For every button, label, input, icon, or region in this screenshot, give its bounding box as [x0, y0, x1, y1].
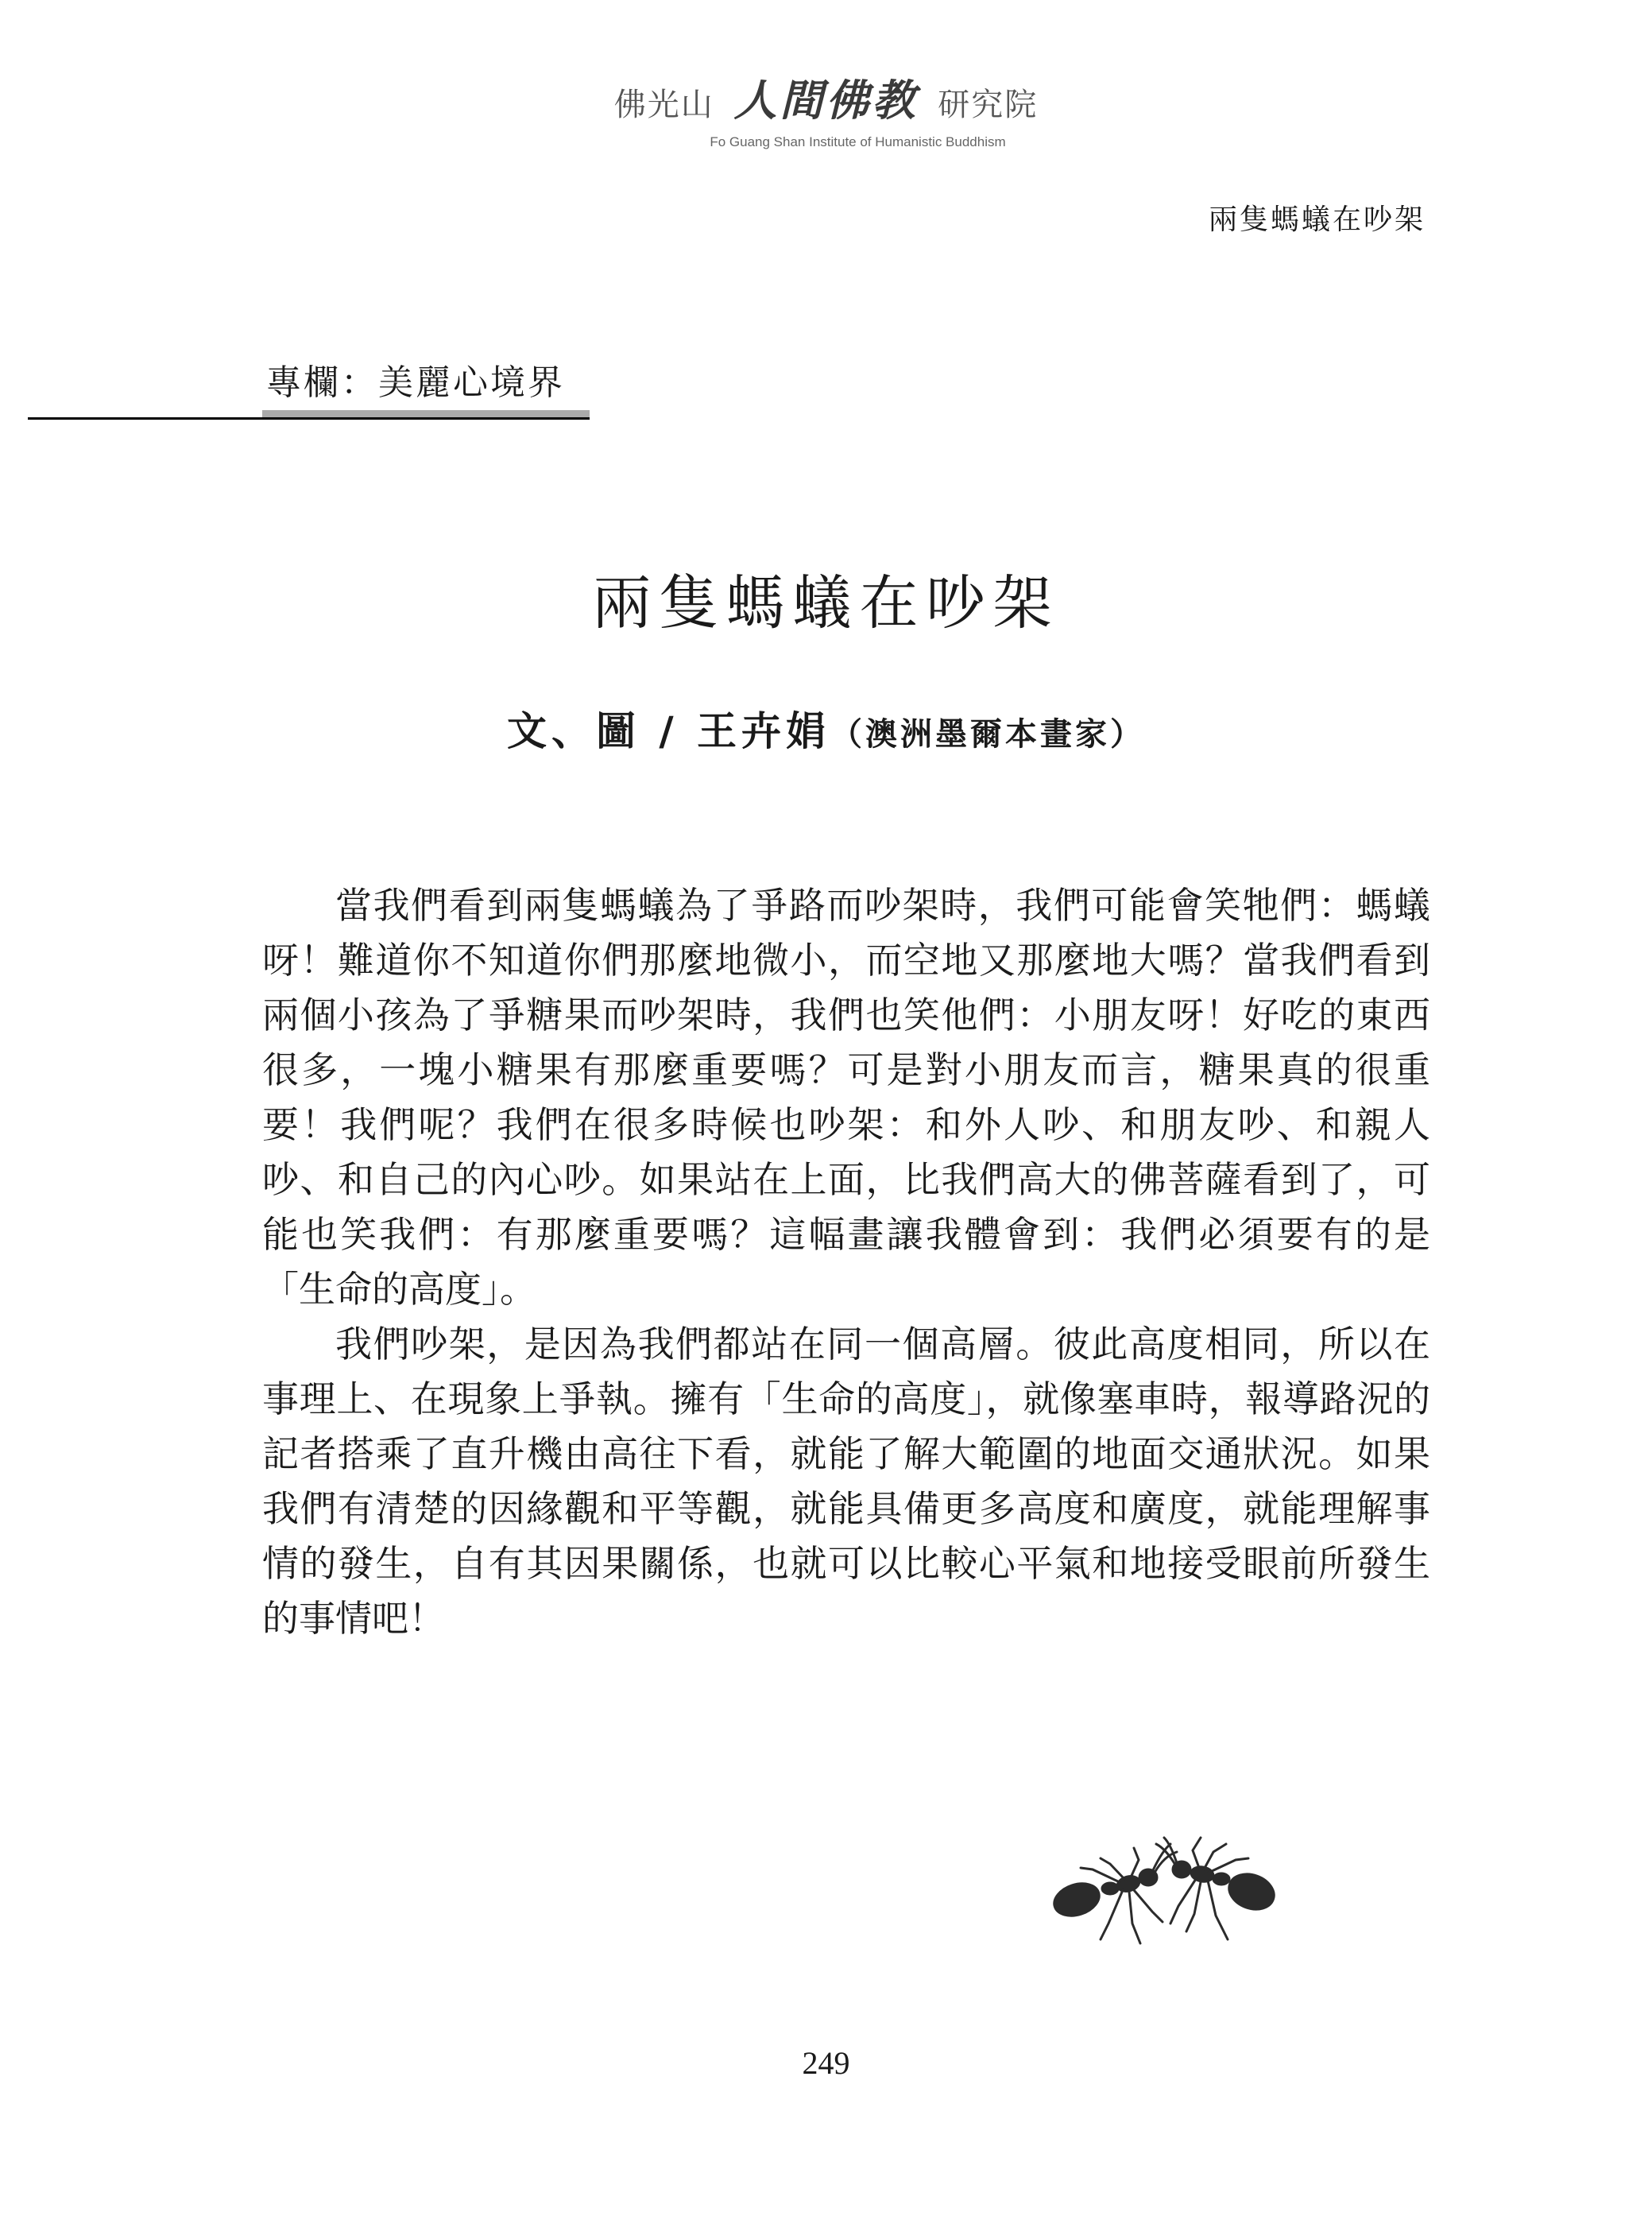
left-ant: [1049, 1844, 1177, 1943]
article-title: 兩隻螞蟻在吵架: [592, 569, 1060, 637]
institute-english-name: Fo Guang Shan Institute of Humanistic Buddhism: [710, 134, 1006, 149]
institute-header: [0, 67, 1652, 150]
two-ants-illustration: [1045, 1820, 1291, 1958]
author-credit: 文、圖 / 王卉娟: [506, 707, 831, 754]
institute-name: [0, 67, 1652, 128]
body-paragraph: 當我們看到兩隻螞蟻為了爭路而吵架時，我們可能會笑牠們：螞蟻呀！難道你不知道你們那麼地微小，而空地又那麼地大嗎？當我們看到兩個小孩為了爭糖果而吵架時，我們也笑他們：小朋友呀！好吃的東西很多，一塊小糖果有那麼重要嗎？可是對小朋友而言，糖果真的很重要！我們呢？我們在很多時候也吵架：和外人吵、和朋友吵、和親人吵、和自己的內心吵。如果站在上面，比我們高大的佛菩薩看到了，可能也笑我們：有那麼重要嗎？這幅畫讓我體會到：我們必須要有的是「生命的高度」。: [262, 884, 1430, 1311]
ants-drawing: [1045, 1820, 1291, 1955]
institute-name-calligraphy: 人間佛教: [733, 75, 919, 126]
institute-name-right: 研究院: [938, 87, 1039, 123]
institute-name-left: 佛光山: [613, 87, 714, 123]
page-number: 249: [802, 2045, 850, 2081]
section-divider: [28, 417, 590, 420]
author-affiliation: （澳洲墨爾本畫家）: [830, 715, 1146, 753]
article-body: [262, 878, 1430, 1646]
running-head: 兩隻螞蟻在吵架: [1208, 203, 1426, 236]
column-label: 專欄：美麗心境界: [266, 362, 565, 403]
article-byline: [0, 699, 1652, 757]
body-paragraph: 我們吵架，是因為我們都站在同一個高層。彼此高度相同，所以在事理上、在現象上爭執。擁有「生命的高度」，就像塞車時，報導路況的記者搭乘了直升機由高往下看，就能了解大範圍的地面交通狀況。如果我們有清楚的因緣觀和平等觀，就能具備更多高度和廣度，就能理解事情的發生，自有其因果關係，也就可以比較心平氣和地接受眼前所發生的事情吧！: [262, 1323, 1430, 1640]
